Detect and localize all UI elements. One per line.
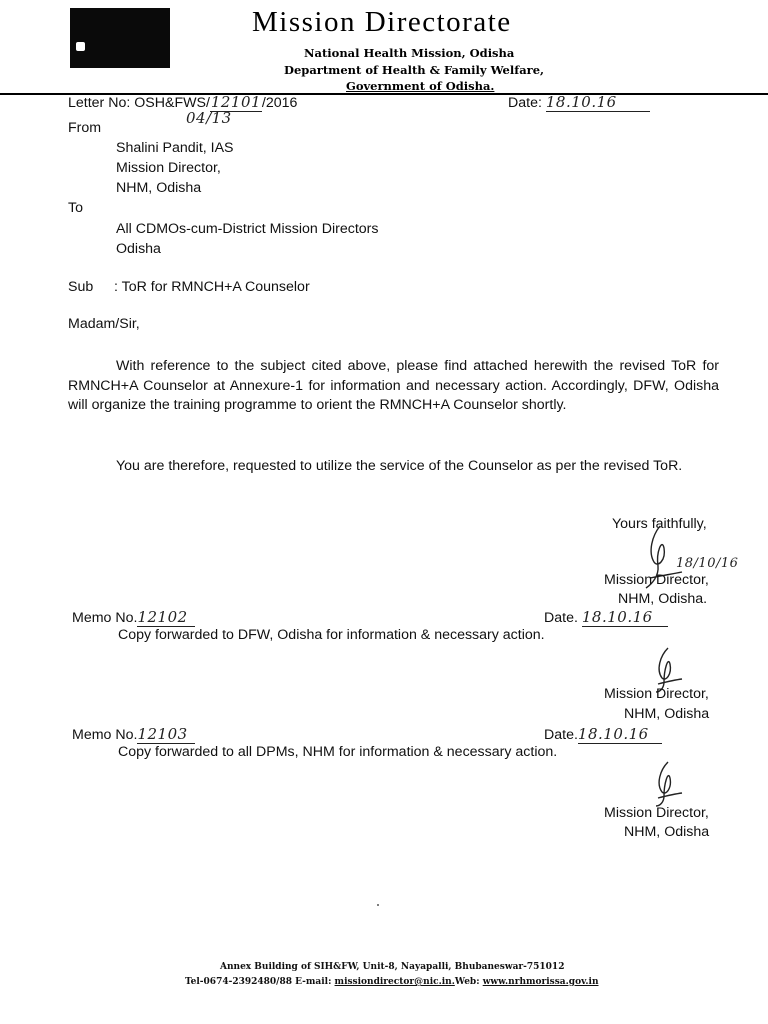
memo-1-text: Copy forwarded to DFW, Odisha for information & necessary action. [118,627,545,643]
from-name: Shalini Pandit, IAS [116,140,234,156]
letterhead-department: Department of Health & Family Welfare, [284,63,545,77]
memo-2-number-handwritten: 12103 [137,725,195,744]
dispatch-note: 04/13 [186,109,232,127]
subject-label: Sub [68,279,94,295]
footer-contact [185,977,599,987]
subject-text: : ToR for RMNCH+A Counselor [114,279,310,295]
memo-1-date [544,608,668,627]
to-label: To [68,200,83,216]
body-paragraph-1-text: With reference to the subject cited above, please find attached herewith the revised ToR for RMNCH+A Counselor at Annexure-1 for information and necessary action. Accordingly, DFW, Odisha will organize the training programme to orient the RMNCH+A Counselor shortly. [68,358,719,413]
logo-mark-icon [76,42,85,51]
body-paragraph-2 [68,457,719,477]
letter-number [68,93,297,112]
memo-2-signatory-organisation: NHM, Odisha [624,824,710,840]
signature-memo-2 [644,760,688,808]
scan-speck [377,904,379,906]
memo-2-signatory-designation: Mission Director, [604,805,709,821]
memo-2-date-handwritten: 18.10.16 [578,725,662,744]
letter-number-year: /2016 [261,95,298,111]
signatory-organisation: NHM, Odisha. [618,591,708,607]
to-recipient: All CDMOs-cum-District Mission Directors [116,221,379,237]
from-designation: Mission Director, [116,160,221,176]
memo-2-text: Copy forwarded to all DPMs, NHM for information & necessary action. [118,744,558,760]
nhm-logo [70,8,170,68]
footer-website-link[interactable]: www.nrhmorissa.gov.in [482,977,599,987]
to-place: Odisha [116,241,161,257]
closing: Yours faithfully, [612,516,707,532]
memo-1-date-label: Date. [544,610,578,626]
salutation: Madam/Sir, [68,316,140,332]
memo-1-number-handwritten: 12102 [137,608,195,627]
letterhead-government: Government of Odisha. [346,79,495,93]
memo-2-number [72,725,195,744]
memo-1-date-handwritten: 18.10.16 [582,608,668,627]
letterhead-mission: National Health Mission, Odisha [304,46,515,60]
memo-2-label: Memo No. [72,727,138,743]
body-paragraph-1 [68,357,719,416]
letter-number-label: Letter No: OSH&FWS/ [68,95,210,111]
body-paragraph-2-text: You are therefore, requested to utilize the service of the Counselor as per the revised ToR. [116,458,683,474]
memo-1-number [72,608,195,627]
footer-email-label: E-mail: [295,977,332,987]
memo-2-date [544,725,662,744]
signature-date: 18/10/16 [676,556,739,571]
letter-number-handwritten: 12101 [210,93,262,111]
letter-date [508,93,650,112]
memo-1-label: Memo No. [72,610,138,626]
from-organisation: NHM, Odisha [116,180,202,196]
from-label: From [68,120,102,136]
memo-1-signatory-designation: Mission Director, [604,686,709,702]
footer-address: Annex Building of SIH&FW, Unit-8, Nayapalli, Bhubaneswar-751012 [220,962,565,972]
footer-web-label: Web: [454,977,480,987]
letterhead-title: Mission Directorate [252,6,512,38]
signatory-designation: Mission Director, [604,572,709,588]
footer-email-link[interactable]: missiondirector@nic.in. [334,977,455,987]
letter-date-label: Date: [508,95,542,111]
footer-telephone: Tel-0674-2392480/88 [185,977,292,987]
memo-2-date-label: Date. [544,727,578,743]
letter-date-handwritten: 18.10.16 [546,93,650,112]
memo-1-signatory-organisation: NHM, Odisha [624,706,710,722]
